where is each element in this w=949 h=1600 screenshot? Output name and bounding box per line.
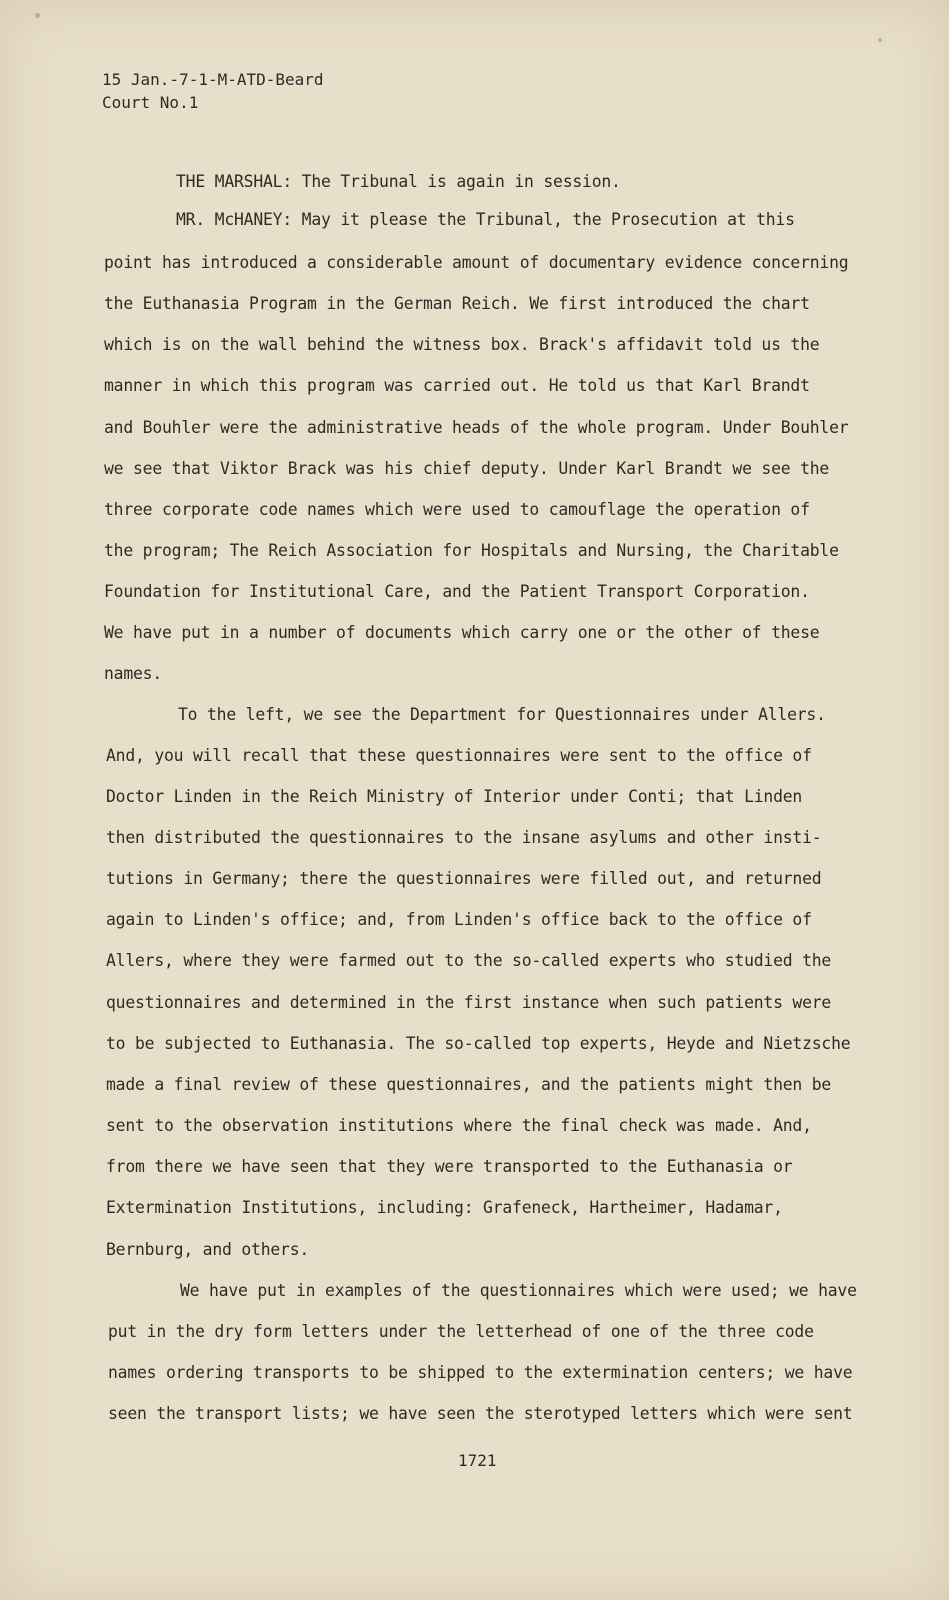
text-line: names ordering transports to be shipped to the extermination centers; we have	[108, 1363, 853, 1382]
text-line: the program; The Reich Association for Hospitals and Nursing, the Charitable	[104, 541, 839, 560]
paper-spot-icon	[878, 38, 882, 42]
text-line: three corporate code names which were used to camouflage the operation of	[104, 500, 810, 519]
text-line: sent to the observation institutions where the final check was made. And,	[106, 1116, 812, 1135]
text-line: Bernburg, and others.	[106, 1240, 310, 1259]
text-line: the Euthanasia Program in the German Reich. We first introduced the chart	[104, 294, 810, 313]
text-line: we see that Viktor Brack was his chief deputy. Under Karl Brandt we see the	[104, 459, 830, 478]
header-court: Court No.1	[102, 93, 199, 112]
text-line: Doctor Linden in the Reich Ministry of Interior under Conti; that Linden	[106, 787, 803, 806]
text-line: tutions in Germany; there the questionnaires were filled out, and returned	[106, 869, 822, 888]
text-line: again to Linden's office; and, from Linden's office back to the office of	[106, 910, 812, 929]
text-line: To the left, we see the Department for Questionnaires under Allers.	[178, 705, 826, 724]
text-line: made a final review of these questionnaires, and the patients might then be	[106, 1075, 832, 1094]
text-line: from there we have seen that they were transported to the Euthanasia or	[106, 1157, 793, 1176]
text-line: manner in which this program was carried out. He told us that Karl Brandt	[104, 376, 810, 395]
document-header	[102, 68, 324, 114]
text-line: We have put in examples of the questionnaires which were used; we have	[180, 1281, 857, 1300]
text-line: THE MARSHAL: The Tribunal is again in session.	[176, 172, 621, 191]
text-line: questionnaires and determined in the first instance when such patients were	[106, 993, 832, 1012]
text-line: put in the dry form letters under the letterhead of one of the three code	[108, 1322, 814, 1341]
text-line: We have put in a number of documents which carry one or the other of these	[104, 623, 820, 642]
page-number: 1721	[458, 1451, 497, 1470]
paper-spot-icon	[35, 13, 40, 18]
text-line: Extermination Institutions, including: Grafeneck, Hartheimer, Hadamar,	[106, 1198, 783, 1217]
text-line: point has introduced a considerable amount of documentary evidence concerning	[104, 253, 849, 272]
text-line: which is on the wall behind the witness box. Brack's affidavit told us the	[104, 335, 820, 354]
text-line: names.	[104, 664, 163, 683]
text-line: Allers, where they were farmed out to the so-called experts who studied the	[106, 951, 832, 970]
text-line: then distributed the questionnaires to the insane asylums and other insti-	[106, 828, 822, 847]
text-line: Foundation for Institutional Care, and the Patient Transport Corporation.	[104, 582, 810, 601]
text-line: to be subjected to Euthanasia. The so-called top experts, Heyde and Nietzsche	[106, 1034, 851, 1053]
text-line: MR. McHANEY: May it please the Tribunal, the Prosecution at this	[176, 210, 795, 229]
text-line: And, you will recall that these questionnaires were sent to the office of	[106, 746, 812, 765]
text-line: seen the transport lists; we have seen the sterotyped letters which were sent	[108, 1404, 853, 1423]
text-line: and Bouhler were the administrative heads of the whole program. Under Bouhler	[104, 418, 849, 437]
header-reference: 15 Jan.-7-1-M-ATD-Beard	[102, 70, 324, 89]
